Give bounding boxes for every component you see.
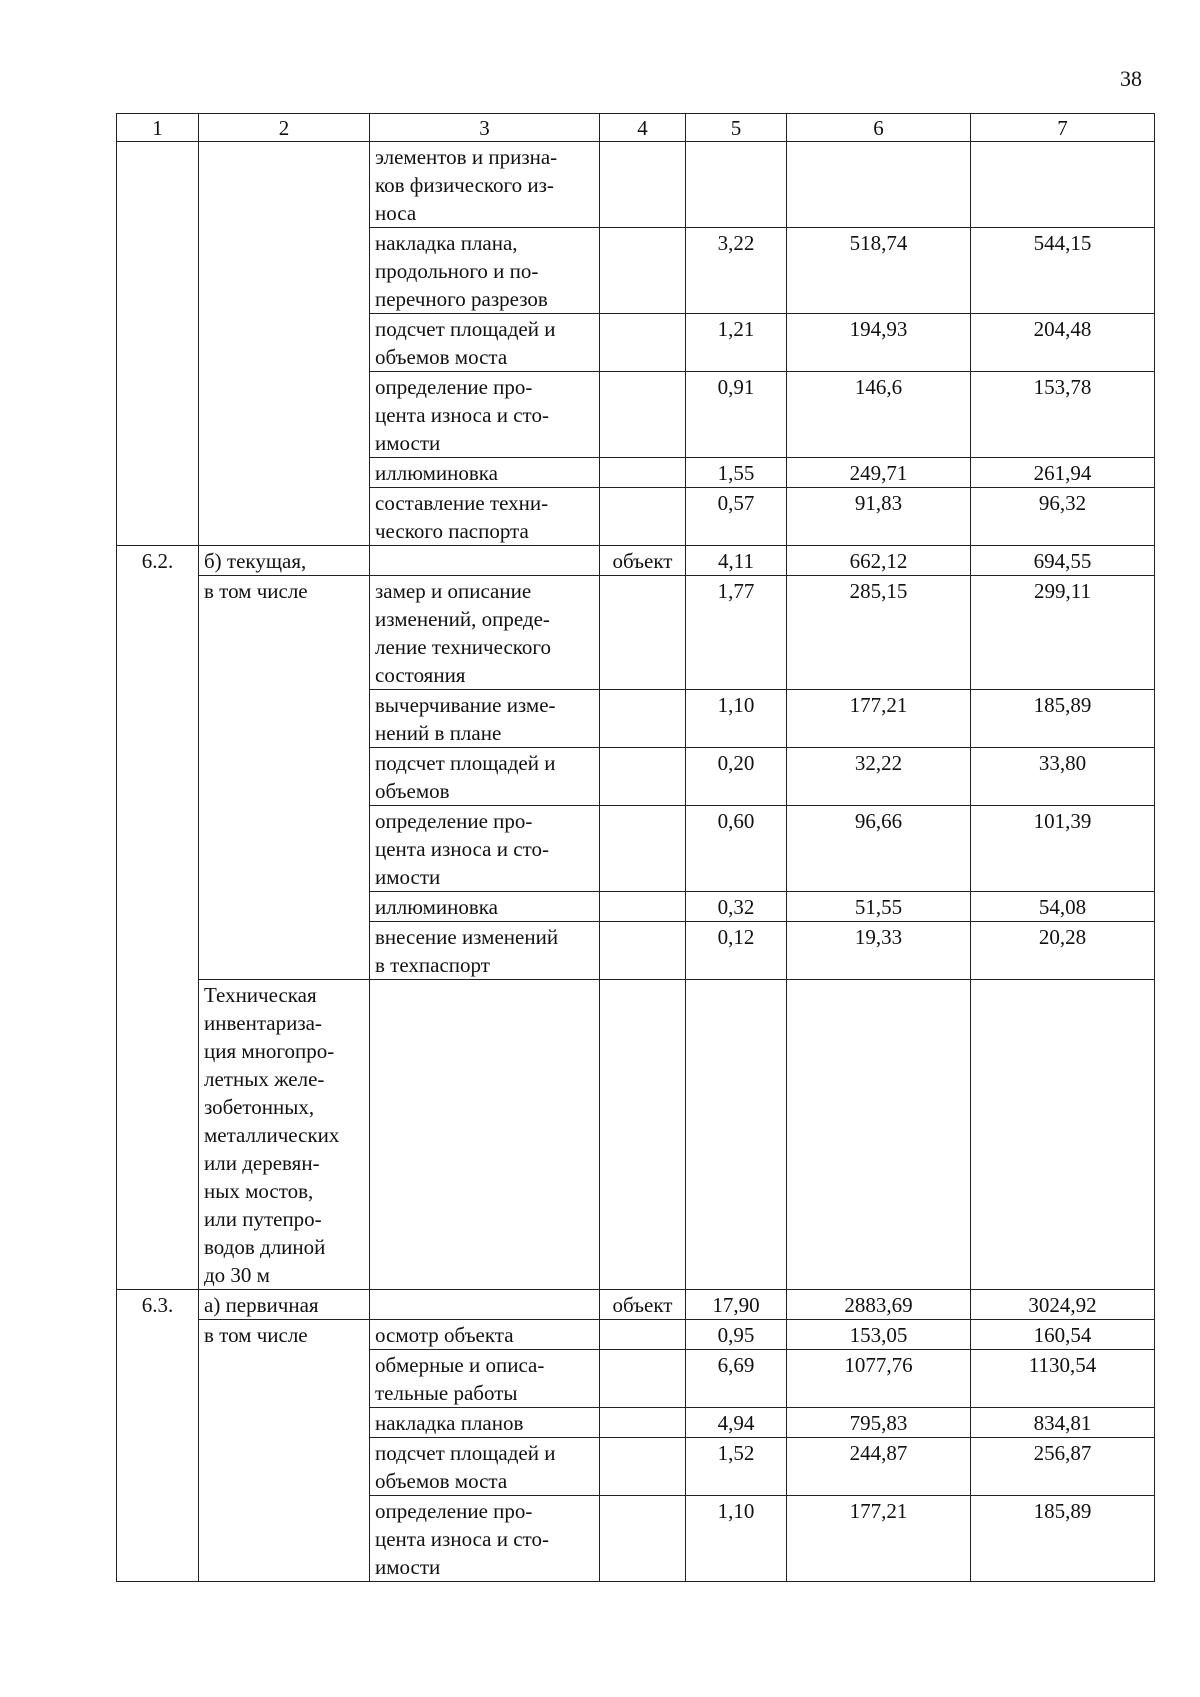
price-cell: 795,83 [787,1408,971,1438]
norm-cell: 1,10 [686,690,787,748]
unit-cell [600,228,686,314]
item-name-cell [199,1438,370,1496]
price-cell: 177,21 [787,1496,971,1582]
header-cell: 4 [600,114,686,142]
row-number-cell [117,748,199,806]
price-cell: 249,71 [787,458,971,488]
price-vat-cell: 96,32 [971,488,1155,546]
price-vat-cell: 54,08 [971,892,1155,922]
table-header-row [117,114,1155,142]
norm-cell: 1,52 [686,1438,787,1496]
price-cell: 91,83 [787,488,971,546]
unit-cell [600,142,686,228]
norm-cell: 1,55 [686,458,787,488]
price-cell: 19,33 [787,922,971,980]
price-cell: 2883,69 [787,1290,971,1320]
norm-cell: 0,91 [686,372,787,458]
table-row [117,1496,1155,1582]
norm-cell: 0,20 [686,748,787,806]
price-cell: 32,22 [787,748,971,806]
row-number-cell [117,1408,199,1438]
price-cell: 1077,76 [787,1350,971,1408]
price-cell: 177,21 [787,690,971,748]
work-type-cell: внесение изменений в техпаспорт [370,922,600,980]
item-name-cell [199,372,370,458]
work-type-cell: элементов и призна- ков физического из- носа [370,142,600,228]
item-name-cell [199,690,370,748]
work-type-cell: иллюминовка [370,458,600,488]
table-row [117,488,1155,546]
unit-cell [600,1320,686,1350]
row-number-cell [117,142,199,228]
unit-cell [600,980,686,1290]
work-type-cell: накладка плана, продольного и по- перечного разрезов [370,228,600,314]
price-vat-cell: 1130,54 [971,1350,1155,1408]
item-name-cell: в том числе [199,1320,370,1350]
price-vat-cell: 256,87 [971,1438,1155,1496]
norm-cell: 0,12 [686,922,787,980]
row-number-cell [117,922,199,980]
price-vat-cell: 834,81 [971,1408,1155,1438]
norm-cell: 17,90 [686,1290,787,1320]
price-vat-cell: 20,28 [971,922,1155,980]
table-row [117,142,1155,228]
item-name-cell [199,1496,370,1582]
price-cell: 146,6 [787,372,971,458]
table-row [117,576,1155,690]
work-type-cell: определение про- цента износа и сто- имости [370,806,600,892]
price-vat-cell: 261,94 [971,458,1155,488]
work-type-cell: определение про- цента износа и сто- имости [370,1496,600,1582]
table-row [117,806,1155,892]
row-number-cell [117,1320,199,1350]
unit-cell [600,690,686,748]
norm-cell [686,980,787,1290]
unit-cell [600,314,686,372]
price-cell: 194,93 [787,314,971,372]
price-vat-cell: 544,15 [971,228,1155,314]
unit-cell [600,1438,686,1496]
price-vat-cell: 160,54 [971,1320,1155,1350]
price-cell: 51,55 [787,892,971,922]
item-name-cell [199,488,370,546]
row-number-cell: 6.2. [117,546,199,576]
unit-cell [600,748,686,806]
row-number-cell [117,690,199,748]
price-cell: 96,66 [787,806,971,892]
norm-cell: 1,77 [686,576,787,690]
table-row [117,690,1155,748]
norm-cell: 0,32 [686,892,787,922]
table-row [117,1290,1155,1320]
price-cell: 518,74 [787,228,971,314]
work-type-cell: подсчет площадей и объемов моста [370,314,600,372]
table-row [117,1438,1155,1496]
table-row [117,1408,1155,1438]
norm-cell [686,142,787,228]
table-row [117,748,1155,806]
price-vat-cell: 153,78 [971,372,1155,458]
work-type-cell: определение про- цента износа и сто- имости [370,372,600,458]
price-vat-cell: 204,48 [971,314,1155,372]
unit-cell [600,458,686,488]
norm-cell: 1,21 [686,314,787,372]
item-name-cell [199,892,370,922]
unit-cell [600,576,686,690]
price-cell: 153,05 [787,1320,971,1350]
table-row [117,458,1155,488]
row-number-cell [117,1438,199,1496]
work-type-cell: подсчет площадей и объемов моста [370,1438,600,1496]
item-name-cell [199,1350,370,1408]
price-vat-cell: 185,89 [971,1496,1155,1582]
price-vat-cell [971,142,1155,228]
work-type-cell: составление техни- ческого паспорта [370,488,600,546]
table-row [117,1350,1155,1408]
work-type-cell [370,1290,600,1320]
header-cell: 6 [787,114,971,142]
item-name-cell [199,748,370,806]
table-row [117,922,1155,980]
table-row [117,314,1155,372]
work-type-cell [370,546,600,576]
price-cell: 285,15 [787,576,971,690]
unit-cell: объект [600,1290,686,1320]
unit-cell [600,1496,686,1582]
table-row [117,980,1155,1290]
unit-cell [600,1350,686,1408]
price-vat-cell: 299,11 [971,576,1155,690]
row-number-cell [117,372,199,458]
norm-cell: 4,11 [686,546,787,576]
table-row [117,228,1155,314]
work-type-cell [370,980,600,1290]
table-row [117,546,1155,576]
row-number-cell [117,488,199,546]
row-number-cell: 6.3. [117,1290,199,1320]
row-number-cell [117,892,199,922]
item-name-cell: в том числе [199,576,370,690]
work-type-cell: вычерчивание изме- нений в плане [370,690,600,748]
unit-cell: объект [600,546,686,576]
work-type-cell: накладка планов [370,1408,600,1438]
row-number-cell [117,458,199,488]
row-number-cell [117,576,199,690]
norm-cell: 0,60 [686,806,787,892]
table-row [117,372,1155,458]
rates-table [116,113,1155,1582]
price-vat-cell: 3024,92 [971,1290,1155,1320]
row-number-cell [117,314,199,372]
work-type-cell: иллюминовка [370,892,600,922]
header-cell: 3 [370,114,600,142]
item-name-cell [199,922,370,980]
item-name-cell: б) текущая, [199,546,370,576]
item-name-cell [199,314,370,372]
norm-cell: 6,69 [686,1350,787,1408]
price-cell: 244,87 [787,1438,971,1496]
norm-cell: 0,57 [686,488,787,546]
row-number-cell [117,980,199,1290]
item-name-cell [199,806,370,892]
price-cell: 662,12 [787,546,971,576]
price-vat-cell [971,980,1155,1290]
price-vat-cell: 185,89 [971,690,1155,748]
price-cell [787,980,971,1290]
item-name-cell [199,228,370,314]
work-type-cell: осмотр объекта [370,1320,600,1350]
row-number-cell [117,228,199,314]
unit-cell [600,372,686,458]
price-cell [787,142,971,228]
item-name-cell [199,142,370,228]
header-cell: 7 [971,114,1155,142]
price-vat-cell: 33,80 [971,748,1155,806]
work-type-cell: обмерные и описа- тельные работы [370,1350,600,1408]
table-row [117,892,1155,922]
header-cell: 5 [686,114,787,142]
norm-cell: 1,10 [686,1496,787,1582]
row-number-cell [117,1350,199,1408]
norm-cell: 0,95 [686,1320,787,1350]
unit-cell [600,488,686,546]
page-number: 38 [1120,66,1142,91]
unit-cell [600,892,686,922]
norm-cell: 3,22 [686,228,787,314]
item-name-cell: а) первичная [199,1290,370,1320]
work-type-cell: замер и описание изменений, опреде- ление технического состояния [370,576,600,690]
header-cell: 1 [117,114,199,142]
unit-cell [600,806,686,892]
unit-cell [600,922,686,980]
norm-cell: 4,94 [686,1408,787,1438]
row-number-cell [117,1496,199,1582]
work-type-cell: подсчет площадей и объемов [370,748,600,806]
row-number-cell [117,806,199,892]
table-row [117,1320,1155,1350]
unit-cell [600,1408,686,1438]
item-name-cell [199,458,370,488]
header-cell: 2 [199,114,370,142]
price-vat-cell: 101,39 [971,806,1155,892]
price-vat-cell: 694,55 [971,546,1155,576]
item-name-cell [199,1408,370,1438]
item-name-cell: Техническая инвентариза- ция многопро- летных желе- зобетонных, металлических или деревян- ных мостов, или путепро- водов длиной до 30 м [199,980,370,1290]
